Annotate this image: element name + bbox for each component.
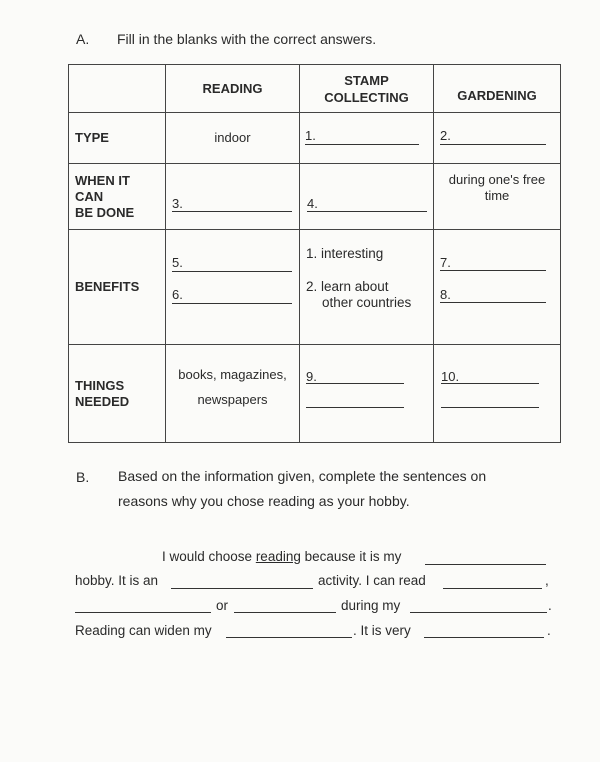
table-row-type [69, 113, 561, 164]
table-row-benefits [69, 230, 561, 345]
benefit-learn-about: 2. learn about [306, 279, 389, 294]
section-a-instruction: Fill in the blanks with the correct answers. [117, 31, 377, 47]
things-gardening-cell [434, 345, 561, 443]
blank-number: 1. [305, 128, 316, 143]
answer-line-10a[interactable] [441, 383, 539, 384]
para-l3-during: during my [341, 598, 401, 613]
things-reading-value [166, 345, 300, 443]
blank-number: 7. [440, 255, 451, 270]
when-gardening-value [434, 164, 561, 230]
blank-number: 9. [306, 369, 317, 384]
row-label-things-line-2: NEEDED [75, 393, 130, 409]
benefits-stamp-cell [300, 230, 434, 345]
sentence-blank-5[interactable] [234, 612, 336, 613]
section-a-letter: A. [76, 31, 90, 47]
blank-number: 8. [440, 287, 451, 302]
answer-line-7[interactable] [440, 270, 546, 271]
blank-number: 4. [307, 196, 318, 211]
table-row-when [69, 164, 561, 230]
row-label-when-line-2: CAN [75, 188, 104, 204]
para-l2-comma: , [545, 573, 549, 588]
benefit-other-countries: other countries [322, 295, 412, 310]
section-b-instruction-line-1: Based on the information given, complete the sentences on [118, 468, 487, 484]
para-l4-middle: . It is very [353, 623, 411, 638]
section-b-letter: B. [76, 469, 90, 485]
type-stamp-cell [300, 113, 434, 164]
para-l3-or: or [216, 598, 229, 613]
section-b-instruction-line-2: reasons why you chose reading as your hobby. [118, 493, 410, 509]
para-l1-start: I would choose [162, 549, 256, 564]
table-header-row [69, 65, 561, 113]
row-label-when-line-3: BE DONE [75, 204, 135, 220]
header-stamp-collecting [300, 65, 434, 113]
things-reading-line-2: newspapers [197, 391, 268, 407]
sentence-blank-8[interactable] [424, 637, 544, 638]
header-reading: READING [166, 65, 300, 113]
benefits-gardening-cell [434, 230, 561, 345]
answer-line-8[interactable] [440, 302, 546, 303]
header-empty-cell [69, 65, 166, 113]
answer-line-2[interactable] [440, 144, 546, 145]
para-l4-start: Reading can widen my [75, 623, 212, 638]
row-label-things-line-1: THINGS [75, 377, 125, 393]
when-gardening-line-1: during one's free [448, 171, 546, 187]
para-l4-period: . [547, 623, 551, 638]
para-l3-period: . [548, 598, 552, 613]
row-label-when-line-1: WHEN IT [75, 172, 130, 188]
header-gardening: GARDENING [434, 65, 561, 113]
header-stamp-line-2: COLLECTING [324, 89, 409, 105]
row-label-type: TYPE [69, 113, 166, 164]
sentence-blank-6[interactable] [410, 612, 547, 613]
blank-number: 3. [172, 196, 183, 211]
when-stamp-cell [300, 164, 434, 230]
para-line-1 [162, 549, 401, 564]
header-stamp-line-1: STAMP [344, 72, 389, 88]
answer-line-3[interactable] [172, 211, 292, 212]
benefits-reading-cell [166, 230, 300, 345]
things-stamp-cell [300, 345, 434, 443]
blank-number: 10. [441, 369, 460, 384]
row-label-benefits: BENEFITS [69, 230, 166, 345]
blank-number: 6. [172, 287, 183, 302]
things-reading-line-1: books, magazines, [178, 366, 287, 382]
answer-line-9a[interactable] [306, 383, 404, 384]
answer-line-10b[interactable] [441, 407, 539, 408]
table-row-things-needed [69, 345, 561, 443]
para-l2-start: hobby. It is an [75, 573, 159, 588]
answer-line-9b[interactable] [306, 407, 404, 408]
answer-line-4[interactable] [307, 211, 427, 212]
sentence-blank-1[interactable] [425, 564, 546, 565]
blank-number: 2. [440, 128, 451, 143]
benefit-interesting: 1. interesting [306, 246, 384, 261]
blank-number: 5. [172, 255, 183, 270]
type-reading-value: indoor [166, 113, 300, 164]
sentence-blank-3[interactable] [443, 588, 542, 589]
sentence-blank-4[interactable] [75, 612, 211, 613]
sentence-blank-7[interactable] [226, 637, 352, 638]
para-l2-middle: activity. I can read [318, 573, 426, 588]
when-reading-cell [166, 164, 300, 230]
answer-line-1[interactable] [305, 144, 419, 145]
row-label-things-needed [69, 345, 166, 443]
sentence-blank-2[interactable] [171, 588, 313, 589]
hobby-table [68, 64, 561, 443]
answer-line-5[interactable] [172, 271, 292, 272]
row-label-when [69, 164, 166, 230]
when-gardening-line-2: time [484, 187, 510, 203]
para-reading-word: reading [255, 549, 301, 564]
para-l1-end: because it is my [300, 549, 402, 564]
type-gardening-cell [434, 113, 561, 164]
answer-line-6[interactable] [172, 303, 292, 304]
